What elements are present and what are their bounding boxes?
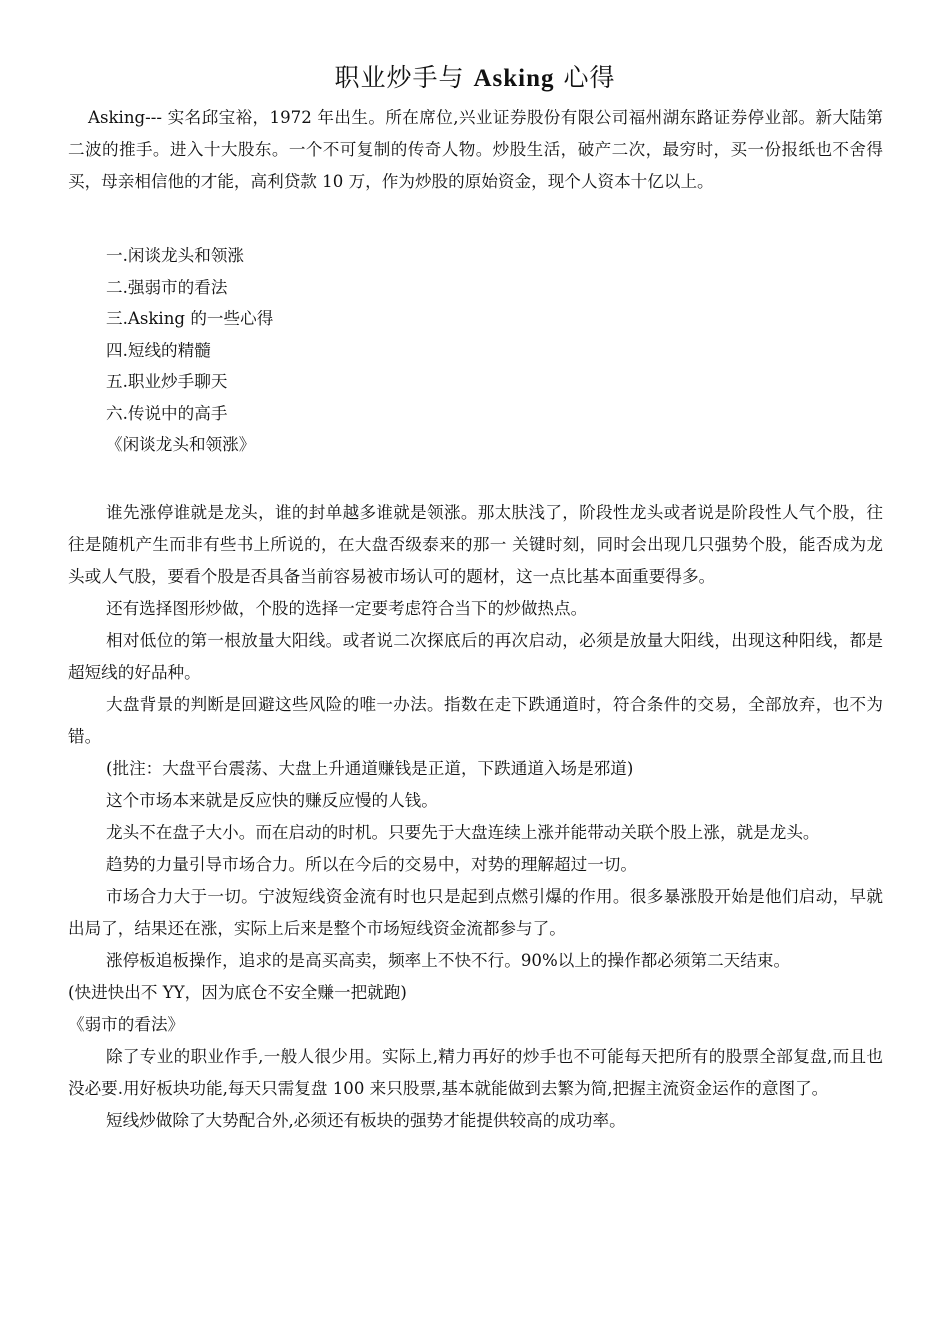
section-weak-market bbox=[68, 1009, 883, 1137]
spacer bbox=[68, 198, 883, 240]
annotation-paragraph: (批注：大盘平台震荡、大盘上升通道赚钱是正道，下跌通道入场是邪道) bbox=[106, 758, 634, 778]
table-of-contents bbox=[68, 240, 883, 461]
title-prefix: 职业炒手与 bbox=[334, 63, 474, 92]
paragraph: 市场合力大于一切。宁波短线资金流有时也只是起到点燃引爆的作用。很多暴涨股开始是他们启动，早就出局了，结果还在涨，实际上后来是整个市场短线资金流都参与了。 bbox=[68, 886, 883, 938]
paragraph: 除了专业的职业作手,一般人很少用。实际上,精力再好的炒手也不可能每天把所有的股票全部复盘,而且也没必要.用好板块功能,每天只需复盘 100 来只股票,基本就能做到去繁为简,把握主流资金运作的意图了。 bbox=[68, 1046, 883, 1098]
paragraph: 相对低位的第一根放量大阳线。或者说二次探底后的再次启动，必须是放量大阳线，出现这种阳线，都是超短线的好品种。 bbox=[68, 630, 883, 682]
title-bold: Asking bbox=[473, 65, 555, 92]
section-leaders bbox=[68, 497, 883, 1009]
spacer bbox=[68, 461, 883, 497]
toc-item: 二.强弱市的看法 bbox=[106, 277, 228, 297]
paragraph: 趋势的力量引导市场合力。所以在今后的交易中，对势的理解超过一切。 bbox=[106, 854, 637, 874]
toc-item: 五.职业炒手聊天 bbox=[106, 372, 228, 391]
toc-item: 四.短线的精髓 bbox=[106, 340, 211, 360]
paragraph: 短线炒做除了大势配合外,必须还有板块的强势才能提供较高的成功率。 bbox=[106, 1110, 626, 1130]
section-heading: 《弱市的看法》 bbox=[68, 1014, 185, 1034]
paragraph: 涨停板追板操作，追求的是高买高卖，频率上不快不行。90%以上的操作都必须第二天结束。 bbox=[106, 950, 791, 970]
toc-item: 一.闲谈龙头和领涨 bbox=[106, 246, 245, 265]
toc-item: 三.Asking 的一些心得 bbox=[106, 309, 274, 328]
intro-paragraph: Asking--- 实名邱宝裕，1972 年出生。所在席位,兴业证券股份有限公司福州湖东路证券停业部。新大陆第二波的推手。进入十大股东。一个不可复制的传奇人物。炒股生活，破产二次，最穷时，买一份报纸也不舍得买，母亲相信他的才能，高利贷款 10 万，作为炒股的原始资金，现个人资本十亿以上。 bbox=[68, 108, 883, 191]
paragraph-continuation: (快进快出不 YY，因为底仓不安全赚一把就跑) bbox=[68, 982, 407, 1002]
toc-item: 六.传说中的高手 bbox=[106, 403, 228, 423]
paragraph: 这个市场本来就是反应快的赚反应慢的人钱。 bbox=[106, 790, 438, 810]
section-heading: 《闲谈龙头和领涨》 bbox=[106, 435, 256, 454]
page-title bbox=[0, 58, 950, 94]
paragraph: 大盘背景的判断是回避这些风险的唯一办法。指数在走下跌通道时，符合条件的交易，全部放弃，也不为错。 bbox=[68, 694, 883, 746]
paragraph: 还有选择图形炒做，个股的选择一定要考虑符合当下的炒做热点。 bbox=[106, 598, 588, 618]
title-suffix: 心得 bbox=[554, 63, 616, 92]
paragraph: 龙头不在盘子大小。而在启动的时机。只要先于大盘连续上涨并能带动关联个股上涨，就是龙头。 bbox=[106, 822, 820, 842]
paragraph: 谁先涨停谁就是龙头，谁的封单越多谁就是领涨。那太肤浅了，阶段性龙头或者说是阶段性人气个股，往往是随机产生而非有些书上所说的，在大盘否级泰来的那一 关键时刻，同时会出现几只强势个股，能否成为龙头或人气股，要看个股是否具备当前容易被市场认可的题材，这一点比基本面重要得多。 bbox=[68, 502, 883, 586]
document-body bbox=[68, 102, 883, 1137]
